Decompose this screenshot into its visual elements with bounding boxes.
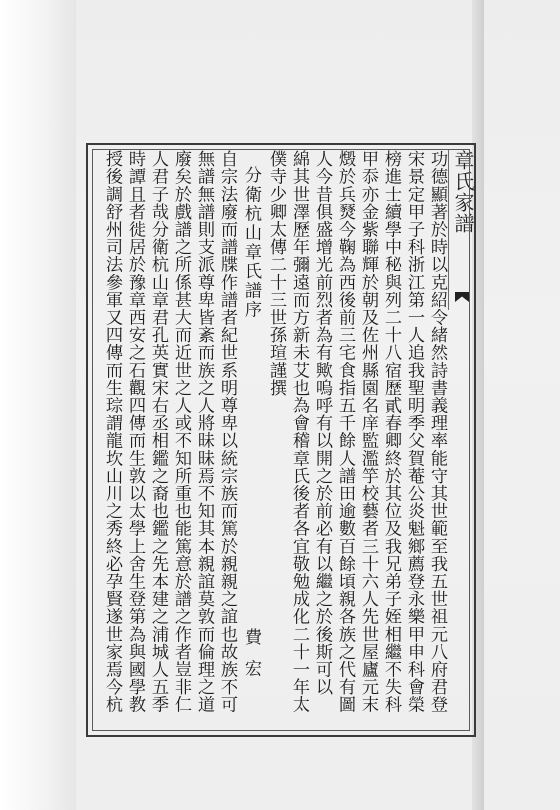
- running-title: 章氏家譜: [448, 150, 475, 310]
- text-column-3: 榜進士續學中秘與列二十八宿歷貳春卿終於其位及我兄弟子姪相繼不失科: [381, 150, 401, 714]
- text-column-11: 無譜無譜則支派尊卑皆紊而族之人將昧昧焉不知其本親誼莫敦而倫理之道: [194, 150, 214, 714]
- author-signature: 費宏: [241, 628, 261, 691]
- text-column-2: 宋景定甲子科浙江第一人追我聖明季父賀菴公炎魁鄉薦登永樂甲申科會榮: [404, 150, 424, 714]
- text-column-13: 人君子哉分衛杭山章君孔英實宋右丞相鑑之裔也鑑之先本建之浦城人五季: [148, 150, 168, 714]
- text-column-12: 廢矣於戲譜之所係甚大而近世之人或不知所重也能篤意於譜之作者豈非仁: [171, 150, 191, 714]
- text-column-6: 人今昔俱盛增光前烈者為有歟嗚呼有以開之於前必有以繼之於後斯可以: [312, 150, 332, 696]
- gutter-shadow: [0, 0, 76, 810]
- text-column-4: 甲忝亦金紫聯輝於朝及佐州縣園名庠監濫竽校藝者三十六人先世屋廬元末: [358, 150, 378, 714]
- text-column-10: 自宗法廢而譜牒作譜者紀世系明尊卑以統宗族而篤於親親之誼也故族不可: [217, 150, 237, 714]
- text-column-8: 僕寺少卿太傳二十三世孫瑄謹撰: [266, 150, 286, 397]
- text-column-1: 功德顯著於時以克紹令緒然詩書義理率能守其世範至我五世祖元八府君登: [427, 150, 447, 714]
- text-column-7: 綿其世澤歷年彌遠而方新未艾也為會稽章氏後者各宜敬勉成化二十一年太: [289, 150, 309, 714]
- text-column-14: 時譚且者徙居於豫章西安之石觀四傳而生敦以太學上舍生登第為與國學教: [125, 150, 145, 714]
- text-block: [96, 150, 448, 730]
- preface-title: 分衛杭山章氏譜序: [241, 166, 261, 320]
- text-column-5: 燬於兵燹今鞠為西後前三宅食指五千餘人譜田逾數百餘頃親各族之代有圖: [335, 150, 355, 714]
- text-column-15: 授後調舒州司法參軍又四傳而生琮謂龍坎山川之秀終必孕賢遂世家焉今杭: [102, 150, 122, 714]
